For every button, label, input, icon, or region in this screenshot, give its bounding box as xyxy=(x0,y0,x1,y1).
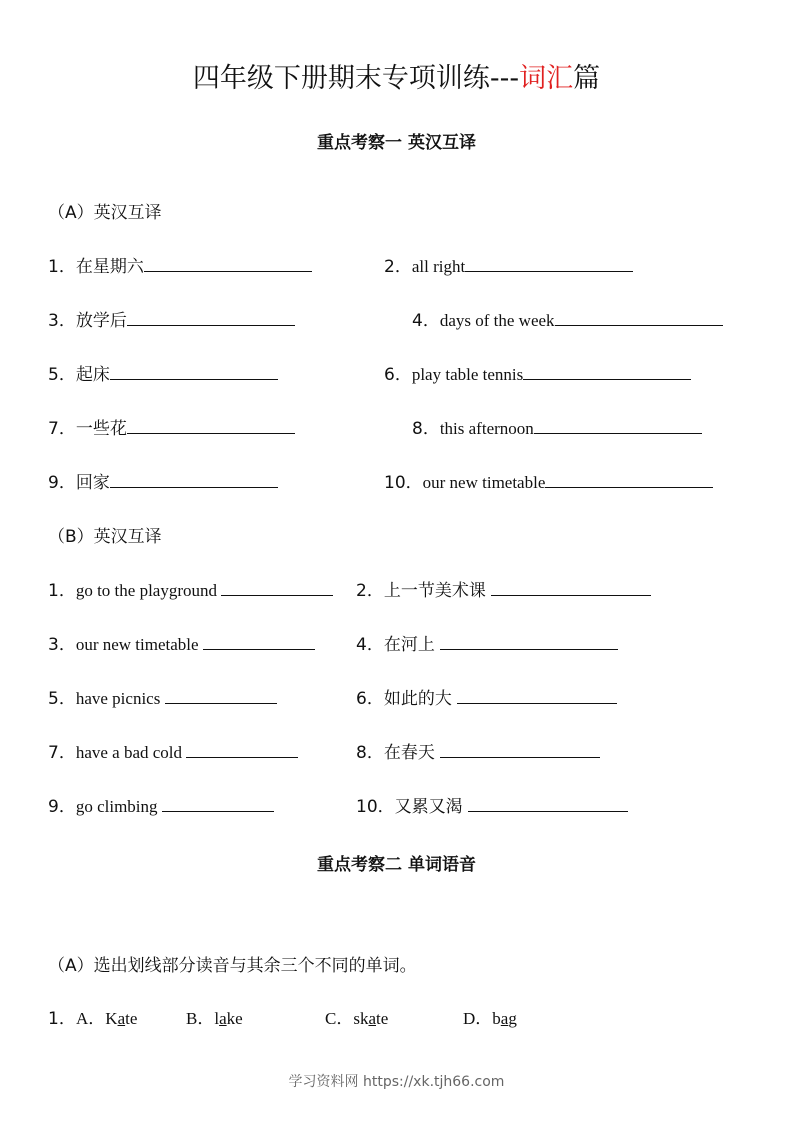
part-a-item-7: 7．一些花 xyxy=(48,414,295,439)
choice-c[interactable]: C．skate xyxy=(325,1009,389,1028)
part-a-item-5: 5．起床 xyxy=(48,360,278,385)
question-1-number: 1． xyxy=(48,1009,76,1029)
answer-blank[interactable] xyxy=(555,310,723,326)
choice-d[interactable]: D．bag xyxy=(463,1009,517,1028)
part-a-item-8: 8．this afternoon xyxy=(412,414,702,439)
title-highlight: 词汇 xyxy=(519,63,574,94)
part-b-item-10: 10．又累又渴 xyxy=(356,792,628,817)
answer-blank[interactable] xyxy=(162,796,274,812)
answer-blank[interactable] xyxy=(534,418,702,434)
part-a-item-4: 4．days of the week xyxy=(412,306,723,331)
part-a-item-1: 1．在星期六 xyxy=(48,252,312,277)
part-b-item-1: 1．go to the playground xyxy=(48,576,333,601)
answer-blank[interactable] xyxy=(440,742,600,758)
answer-blank[interactable] xyxy=(523,364,691,380)
choice-a[interactable]: A．Kate xyxy=(76,1009,138,1028)
part-b-item-7: 7．have a bad cold xyxy=(48,738,298,763)
part-a-item-3: 3．放学后 xyxy=(48,306,295,331)
part-c-label: （A）选出划线部分读音与其余三个不同的单词。 xyxy=(48,956,417,976)
section-heading-1: 重点考察一 英汉互译 xyxy=(317,133,476,153)
answer-blank[interactable] xyxy=(491,580,651,596)
answer-blank[interactable] xyxy=(110,472,278,488)
part-b-item-8: 8．在春天 xyxy=(356,738,600,763)
answer-blank[interactable] xyxy=(465,256,633,272)
answer-blank[interactable] xyxy=(221,580,333,596)
underlined-letter: a xyxy=(368,1009,377,1028)
answer-blank[interactable] xyxy=(110,364,278,380)
answer-blank[interactable] xyxy=(144,256,312,272)
part-b-item-5: 5．have picnics xyxy=(48,684,277,709)
choice-b[interactable]: B．lake xyxy=(186,1009,243,1028)
title-main: 四年级下册期末专项训练--- xyxy=(192,63,520,94)
title-tail: 篇 xyxy=(573,63,601,94)
part-a-item-2: 2．all right xyxy=(384,252,633,277)
page-title xyxy=(0,56,793,95)
underlined-letter: a xyxy=(500,1009,509,1028)
part-b-item-3: 3．our new timetable xyxy=(48,630,315,655)
part-b-item-6: 6．如此的大 xyxy=(356,684,617,709)
answer-blank[interactable] xyxy=(457,688,617,704)
answer-blank[interactable] xyxy=(440,634,618,650)
part-b-item-4: 4．在河上 xyxy=(356,630,618,655)
answer-blank[interactable] xyxy=(127,310,295,326)
part-b-item-2: 2．上一节美术课 xyxy=(356,576,651,601)
section-heading-2: 重点考察二 单词语音 xyxy=(317,855,476,875)
part-a-label: （A）英汉互译 xyxy=(48,203,162,223)
underlined-letter: a xyxy=(219,1009,227,1028)
part-a-item-6: 6．play table tennis xyxy=(384,360,691,385)
part-b-item-9: 9．go climbing xyxy=(48,792,274,817)
part-a-item-9: 9．回家 xyxy=(48,468,278,493)
answer-blank[interactable] xyxy=(468,796,628,812)
underlined-letter: a xyxy=(117,1009,126,1028)
answer-blank[interactable] xyxy=(165,688,277,704)
answer-blank[interactable] xyxy=(545,472,713,488)
answer-blank[interactable] xyxy=(203,634,315,650)
part-b-label: （B）英汉互译 xyxy=(48,527,162,547)
answer-blank[interactable] xyxy=(186,742,298,758)
footer-watermark: 学习资料网 https://xk.tjh66.com xyxy=(288,1074,505,1090)
answer-blank[interactable] xyxy=(127,418,295,434)
part-a-item-10: 10．our new timetable xyxy=(384,468,713,493)
